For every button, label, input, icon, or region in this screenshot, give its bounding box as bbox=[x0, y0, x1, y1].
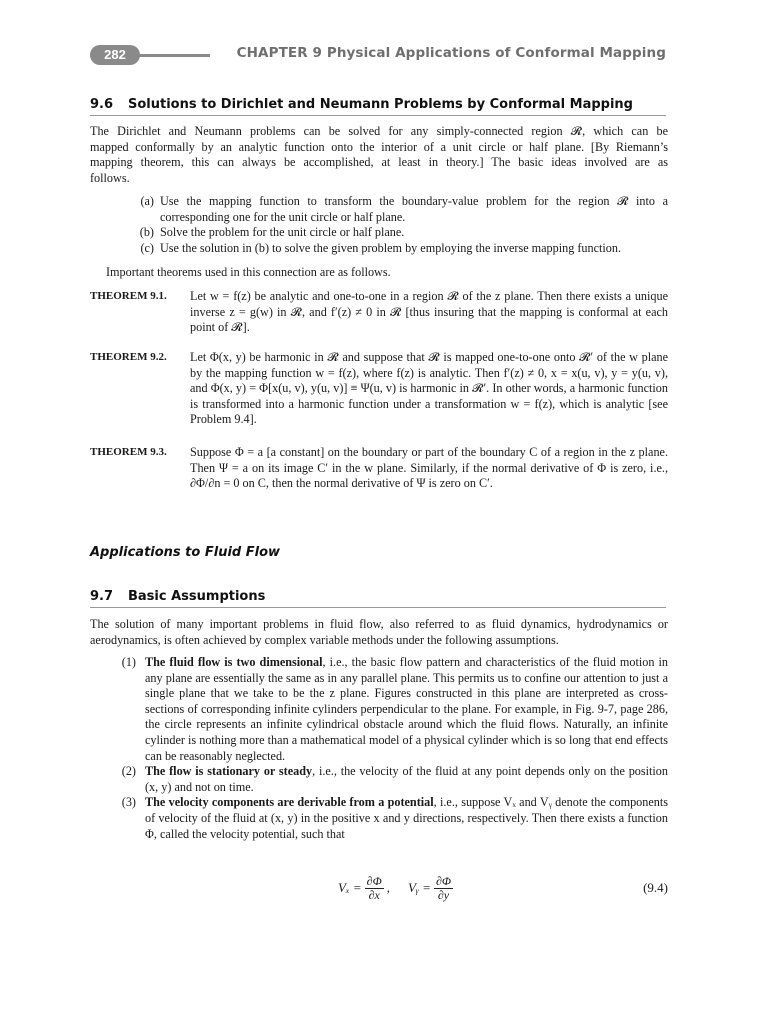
fluid-intro-paragraph: The solution of many important problems in fluid flow, also referred to as fluid dynamics, hydrodynamics or aerodynamics, is often achieved by complex variable methods under the following assumptions. bbox=[90, 617, 668, 647]
page-number-rule bbox=[138, 54, 210, 57]
section-heading-9-6 bbox=[90, 97, 666, 116]
intro-line: follows. bbox=[90, 170, 130, 185]
theorem-text: Suppose Φ = a [a constant] on the boundary or part of the boundary C of a region in the z plane. Then Ψ = a on its image C′ in the w plane. Similarly, if the normal derivative of Φ is zero, i.e., ∂Φ/∂n = 0 on C, then the normal derivative of Ψ is zero on C′. bbox=[190, 445, 668, 491]
section-number: 9.6 bbox=[90, 97, 114, 112]
assumption-label: (3) bbox=[121, 795, 136, 810]
applications-heading: Applications to Fluid Flow bbox=[90, 545, 281, 560]
intro-paragraph bbox=[90, 124, 668, 186]
intro-line: mapping theorem, this can always be accomplished, at least in theory.] The basic ideas involved are as bbox=[90, 155, 668, 170]
theorem-9-2 bbox=[90, 350, 668, 428]
chapter-title: CHAPTER 9 Physical Applications of Conformal Mapping bbox=[236, 45, 666, 61]
step-text: Solve the problem for the unit circle or half plane. bbox=[160, 225, 405, 240]
assumptions-list bbox=[90, 655, 668, 842]
list-item bbox=[90, 655, 668, 764]
section-heading-9-7 bbox=[90, 589, 666, 608]
page-number: 282 bbox=[90, 45, 140, 65]
assumption-body: , i.e., the velocity of the fluid at any point depends only on the position (x, y) and not on time. bbox=[145, 764, 668, 794]
theorem-text: Let Φ(x, y) be harmonic in 𝓡 and suppose that 𝓡 is mapped one-to-one onto 𝓡′ of the w plane by the mapping function w = f(z), where f(z) is analytic. Then f′(z) ≠ 0, x = x(u, v), y = y(u, v), and Φ(x, y) = Φ[x(u, v), y(u, v)] ≡ Ψ(u, v) is harmonic in 𝓡′. In other words, a harmonic function is transformed into a harmonic function under a transformation w = f(z), which is analytic [see Problem 9.4]. bbox=[190, 350, 668, 427]
equation-number: (9.4) bbox=[643, 880, 668, 895]
list-item bbox=[90, 194, 668, 225]
section-title: Solutions to Dirichlet and Neumann Problems by Conformal Mapping bbox=[128, 97, 633, 112]
steps-list bbox=[90, 194, 668, 256]
theorem-9-3 bbox=[90, 445, 668, 492]
assumption-body: , i.e., suppose Vₓ and Vᵧ denote the components of velocity of the fluid at (x, y) in the positive x and y directions, respectively. Then there exists a function Φ, called the velocity potential, such that bbox=[145, 795, 668, 841]
equation-lhs-vy: Vᵧ = bbox=[408, 880, 431, 895]
fraction-denominator: ∂x bbox=[368, 887, 380, 902]
intro-line: mapped conformally by an analytic function onto the interior of a unit circle or half plane. [By Riemann’s bbox=[90, 139, 668, 154]
intro-line: The Dirichlet and Neumann problems can be solved for any simply-connected region 𝓡, which can be bbox=[90, 124, 668, 138]
section-number: 9.7 bbox=[90, 589, 114, 604]
assumption-body: , i.e., the basic flow pattern and characteristics of the fluid motion in any plane are essentially the same as in any parallel plane. This permits us to confine our attention to just a single plane that we take to be the z plane. Figures constructed in this plane are interpreted as cross-sections of corresponding infinite cylinders perpendicular to the plane. For example, in Fig. 9-7, page 286, the circle represents an infinite cylindrical obstacle around which the fluid flows. Naturally, an infinite cylinder is nothing more than a mathematical model of a physical cylinder which is so long that end effects can be reasonably neglected. bbox=[145, 655, 668, 763]
theorem-text: Let w = f(z) be analytic and one-to-one in a region 𝓡 of the z plane. Then there exists a unique inverse z = g(w) in 𝓡, and f′(z) ≠ 0 in 𝓡 [thus insuring that the mapping is conformal at each point of 𝓡]. bbox=[190, 289, 668, 335]
assumption-bold: The flow is stationary or steady bbox=[145, 764, 313, 779]
assumption-bold: The velocity components are derivable from a potential bbox=[145, 795, 434, 810]
theorem-9-1 bbox=[90, 289, 668, 336]
list-item bbox=[90, 764, 668, 795]
theorem-label: THEOREM 9.1. bbox=[90, 290, 167, 302]
fraction-dphi-dy bbox=[434, 875, 453, 902]
step-label: (b) bbox=[139, 225, 154, 240]
step-label: (c) bbox=[140, 240, 154, 255]
theorems-intro: Important theorems used in this connection are as follows. bbox=[106, 265, 391, 279]
step-label: (a) bbox=[140, 194, 154, 208]
assumption-label: (2) bbox=[121, 764, 136, 779]
list-item bbox=[90, 795, 668, 842]
fraction-numerator: ∂Φ bbox=[435, 873, 452, 888]
equation-body bbox=[338, 868, 456, 908]
list-item bbox=[90, 225, 668, 241]
step-text: Use the mapping function to transform the boundary-value problem for the region 𝓡 into a corresponding one for the unit circle or half plane. bbox=[160, 194, 668, 224]
fraction-dphi-dx bbox=[365, 875, 384, 902]
list-item bbox=[90, 241, 668, 257]
assumption-text bbox=[145, 655, 668, 764]
section-title: Basic Assumptions bbox=[128, 589, 266, 604]
theorem-label: THEOREM 9.2. bbox=[90, 351, 167, 363]
assumption-label: (1) bbox=[121, 655, 136, 669]
theorem-label: THEOREM 9.3. bbox=[90, 446, 167, 458]
fraction-denominator: ∂y bbox=[437, 887, 450, 902]
assumption-text bbox=[145, 795, 668, 842]
assumption-text bbox=[145, 764, 668, 795]
equation-9-4 bbox=[90, 868, 668, 908]
step-text: Use the solution in (b) to solve the given problem by employing the inverse mapping function. bbox=[160, 240, 622, 255]
equation-separator: , bbox=[386, 880, 390, 895]
assumption-bold: The fluid flow is two dimensional bbox=[145, 655, 323, 669]
equation-lhs-vx: Vₓ = bbox=[338, 880, 362, 895]
fraction-numerator: ∂Φ bbox=[366, 873, 382, 888]
page-header bbox=[90, 44, 666, 68]
